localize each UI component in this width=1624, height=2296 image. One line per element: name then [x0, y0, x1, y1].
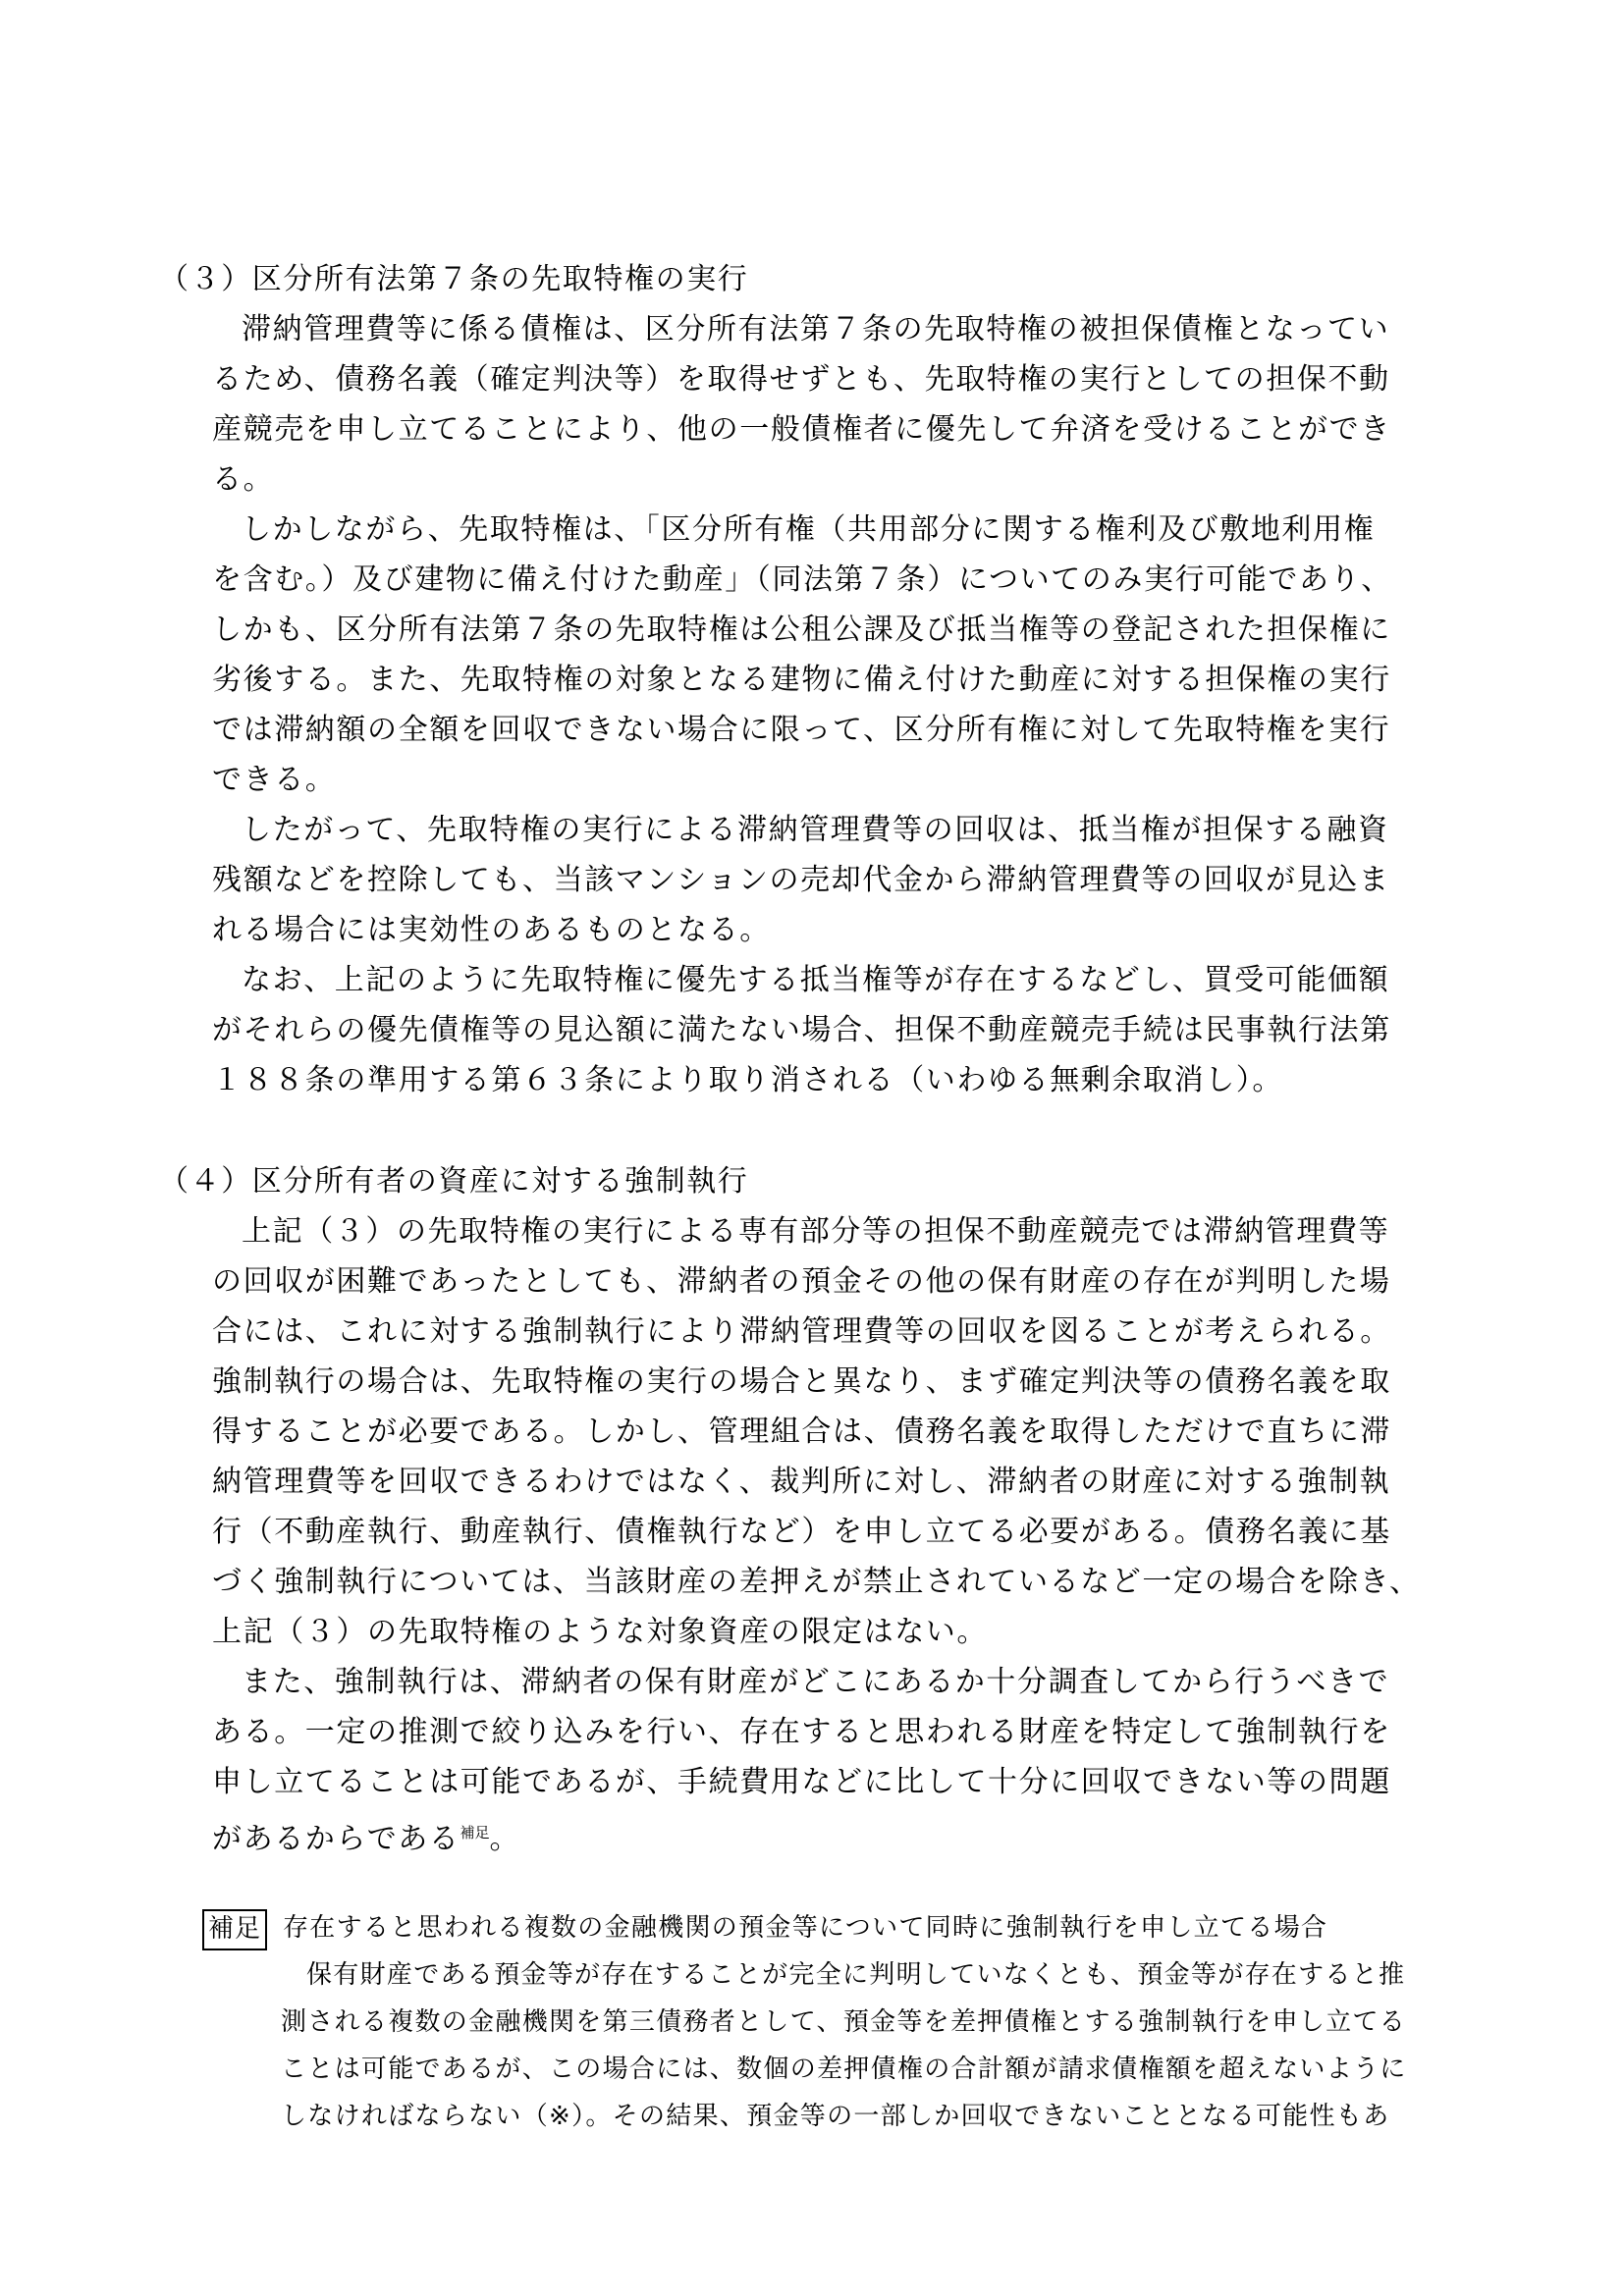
paragraph-line: づく強制執行については、当該財産の差押えが禁止されているなど一定の場合を除き、 [212, 1565, 1421, 1599]
paragraph-line: 残額などを控除しても、当該マンションの売却代金から滞納管理費等の回収が見込ま [212, 863, 1390, 897]
paragraph-line: しかしながら、先取特権は、「区分所有権（共用部分に関する権利及び敷地利用権 [242, 512, 1376, 547]
note-line: しなければならない（※）。その結果、預金等の一部しか回収できないこととなる可能性もあ [281, 2102, 1390, 2131]
paragraph-line-text: があるからである [212, 1822, 460, 1856]
paragraph-line: 劣後する。また、先取特権の対象となる建物に備え付けた動産に対する担保権の実行 [212, 663, 1391, 697]
paragraph-line: 納管理費等を回収できるわけではなく、裁判所に対し、滞納者の財産に対する強制執 [212, 1465, 1391, 1499]
paragraph-line: 行（不動産執行、動産執行、債権執行など）を申し立てる必要がある。債務名義に基 [212, 1515, 1391, 1549]
paragraph-line: １８８条の準用する第６３条により取り消される（いわゆる無剰余取消し）。 [212, 1063, 1283, 1097]
paragraph-line: れる場合には実効性のあるものとなる。 [212, 913, 771, 947]
paragraph-line: がそれらの優先債権等の見込額に満たない場合、担保不動産競売手続は民事執行法第 [212, 1013, 1391, 1047]
paragraph-line: 上記（３）の先取特権のような対象資産の限定はない。 [212, 1615, 988, 1649]
paragraph-line: なお、上記のように先取特権に優先する抵当権等が存在するなどし、買受可能価額 [242, 963, 1390, 997]
note-line: 測される複数の金融機関を第三債務者として、預金等を差押債権とする強制執行を申し立てる [281, 2007, 1407, 2037]
paragraph-line: 滞納管理費等に係る債権は、区分所有法第７条の先取特権の被担保債権となってい [242, 312, 1390, 347]
paragraph-line: る。 [212, 462, 275, 497]
paragraph-last-line [212, 1813, 520, 1859]
paragraph-line: るため、債務名義（確定判決等）を取得せずとも、先取特権の実行としての担保不動 [212, 362, 1390, 397]
paragraph-line: できる。 [212, 763, 337, 797]
paragraph-line: ある。一定の推測で絞り込みを行い、存在すると思われる財産を特定して強制執行を [212, 1715, 1391, 1749]
paragraph-line: しかも、区分所有法第７条の先取特権は公租公課及び抵当権等の登記された担保権に [212, 613, 1391, 647]
paragraph-line: 申し立てることは可能であるが、手続費用などに比して十分に回収できない等の問題 [212, 1765, 1391, 1799]
paragraph-line: 産競売を申し立てることにより、他の一般債権者に優先して弁済を受けることができ [212, 412, 1391, 447]
section-4-heading: （４）区分所有者の資産に対する強制執行 [159, 1164, 749, 1199]
paragraph-line: したがって、先取特権の実行による滞納管理費等の回収は、抵当権が担保する融資 [242, 813, 1389, 847]
note-line: 保有財産である預金等が存在することが完全に判明していなくとも、預金等が存在すると推 [306, 1960, 1406, 1990]
note-badge: 補足 [202, 1909, 267, 1950]
line-end-punctuation: 。 [489, 1822, 521, 1856]
paragraph-line: では滞納額の全額を回収できない場合に限って、区分所有権に対して先取特権を実行 [212, 713, 1391, 747]
note-line: ことは可能であるが、この場合には、数個の差押債権の合計額が請求債権額を超えないように [281, 2055, 1407, 2084]
paragraph-line: の回収が困難であったとしても、滞納者の預金その他の保有財産の存在が判明した場 [212, 1264, 1391, 1299]
paragraph-line: 上記（３）の先取特権の実行による専有部分等の担保不動産競売では滞納管理費等 [242, 1214, 1390, 1249]
paragraph-line: 強制執行の場合は、先取特権の実行の場合と異なり、まず確定判決等の債務名義を取 [212, 1364, 1391, 1399]
section-3-heading: （３）区分所有法第７条の先取特権の実行 [159, 262, 749, 296]
footnote-reference[interactable]: 補足 [460, 1824, 490, 1842]
paragraph-line: また、強制執行は、滞納者の保有財産がどこにあるか十分調査してから行うべきで [242, 1665, 1390, 1699]
note-title: 存在すると思われる複数の金融機関の預金等について同時に強制執行を申し立てる場合 [283, 1913, 1328, 1943]
paragraph-line: 得することが必要である。しかし、管理組合は、債務名義を取得しただけで直ちに滞 [212, 1415, 1391, 1449]
paragraph-line: 合には、これに対する強制執行により滞納管理費等の回収を図ることが考えられる。 [212, 1314, 1391, 1349]
paragraph-line: を含む。）及び建物に備え付けた動産」（同法第７条）についてのみ実行可能であり、 [212, 562, 1392, 597]
